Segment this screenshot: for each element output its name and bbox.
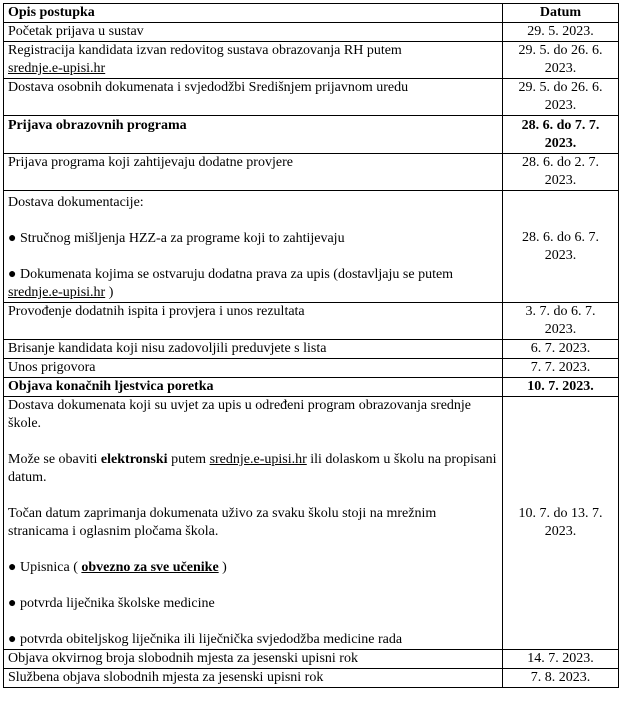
- table-row: [4, 340, 619, 359]
- row-description: Unos prigovora: [4, 359, 503, 378]
- row-description: Objava okvirnog broja slobodnih mjesta za jesenski upisni rok: [4, 650, 503, 669]
- row-date: 28. 6. do 6. 7. 2023.: [503, 191, 619, 303]
- row-date: 3. 7. do 6. 7. 2023.: [503, 303, 619, 340]
- row-date: 28. 6. do 7. 7. 2023.: [503, 116, 619, 154]
- row-text: Registracija kandidata izvan redovitog sustava obrazovanja RH putem: [8, 43, 402, 58]
- bullet-item: ● Dokumenata kojima se ostvaruju dodatna prava za upis (dostavljaju se putem srednje.e-upisi.hr ): [8, 267, 454, 300]
- row-description: Prijava obrazovnih programa: [4, 116, 503, 154]
- header-row: [4, 4, 619, 23]
- row-text: Može se obaviti elektronski putem srednje.e-upisi.hr ili dolaskom u školu na propisani datum.: [8, 452, 497, 485]
- bullet-item: ● potvrda liječnika školske medicine: [8, 596, 215, 611]
- row-description: [4, 42, 503, 79]
- table-row: [4, 116, 619, 154]
- bullet-item: ● potvrda obiteljskog liječnika ili liječnička svjedodžba medicine rada: [8, 632, 403, 647]
- row-description: Dostava osobnih dokumenata i svjedodžbi Središnjem prijavnom uredu: [4, 79, 503, 116]
- table-row: [4, 378, 619, 397]
- row-date: 29. 5. do 26. 6. 2023.: [503, 79, 619, 116]
- row-text: Dostava dokumenata koji su uvjet za upis u određeni program obrazovanja srednje škole.: [8, 398, 472, 431]
- row-description: [4, 191, 503, 303]
- table-row: [4, 650, 619, 669]
- link-srednje-e-upisi[interactable]: srednje.e-upisi.hr: [8, 61, 106, 76]
- row-date: 7. 8. 2023.: [503, 669, 619, 688]
- link-srednje-e-upisi[interactable]: srednje.e-upisi.hr: [8, 285, 106, 300]
- link-srednje-e-upisi[interactable]: srednje.e-upisi.hr: [209, 452, 307, 467]
- row-text: Dostava dokumentacije:: [8, 195, 144, 210]
- table-row: [4, 191, 619, 303]
- row-description: Službena objava slobodnih mjesta za jesenski upisni rok: [4, 669, 503, 688]
- table-row: [4, 359, 619, 378]
- row-description: Provođenje dodatnih ispita i provjera i unos rezultata: [4, 303, 503, 340]
- row-date: 6. 7. 2023.: [503, 340, 619, 359]
- row-description: Početak prijava u sustav: [4, 23, 503, 42]
- row-date: 7. 7. 2023.: [503, 359, 619, 378]
- row-text: Točan datum zaprimanja dokumenata uživo za svaku školu stoji na mrežnim stranicama i oglasnim pločama škola.: [8, 506, 437, 539]
- table-row: [4, 397, 619, 650]
- bullet-item: ● Stručnog mišljenja HZZ-a za programe koji to zahtijevaju: [8, 231, 345, 246]
- header-date: Datum: [503, 4, 619, 23]
- header-description: Opis postupka: [4, 4, 503, 23]
- row-date: 10. 7. do 13. 7. 2023.: [503, 397, 619, 650]
- table-row: [4, 79, 619, 116]
- bullet-item: ● Upisnica ( obvezno za sve učenike ): [8, 560, 227, 575]
- table-row: [4, 154, 619, 191]
- table-row: [4, 23, 619, 42]
- schedule-table: [3, 3, 619, 688]
- row-description: Prijava programa koji zahtijevaju dodatne provjere: [4, 154, 503, 191]
- row-description: Objava konačnih ljestvica poretka: [4, 378, 503, 397]
- row-date: 29. 5. 2023.: [503, 23, 619, 42]
- row-description: [4, 397, 503, 650]
- table-row: [4, 669, 619, 688]
- row-date: 14. 7. 2023.: [503, 650, 619, 669]
- row-date: 29. 5. do 26. 6. 2023.: [503, 42, 619, 79]
- row-date: 28. 6. do 2. 7. 2023.: [503, 154, 619, 191]
- row-description: Brisanje kandidata koji nisu zadovoljili preduvjete s lista: [4, 340, 503, 359]
- table-row: [4, 303, 619, 340]
- table-row: [4, 42, 619, 79]
- row-date: 10. 7. 2023.: [503, 378, 619, 397]
